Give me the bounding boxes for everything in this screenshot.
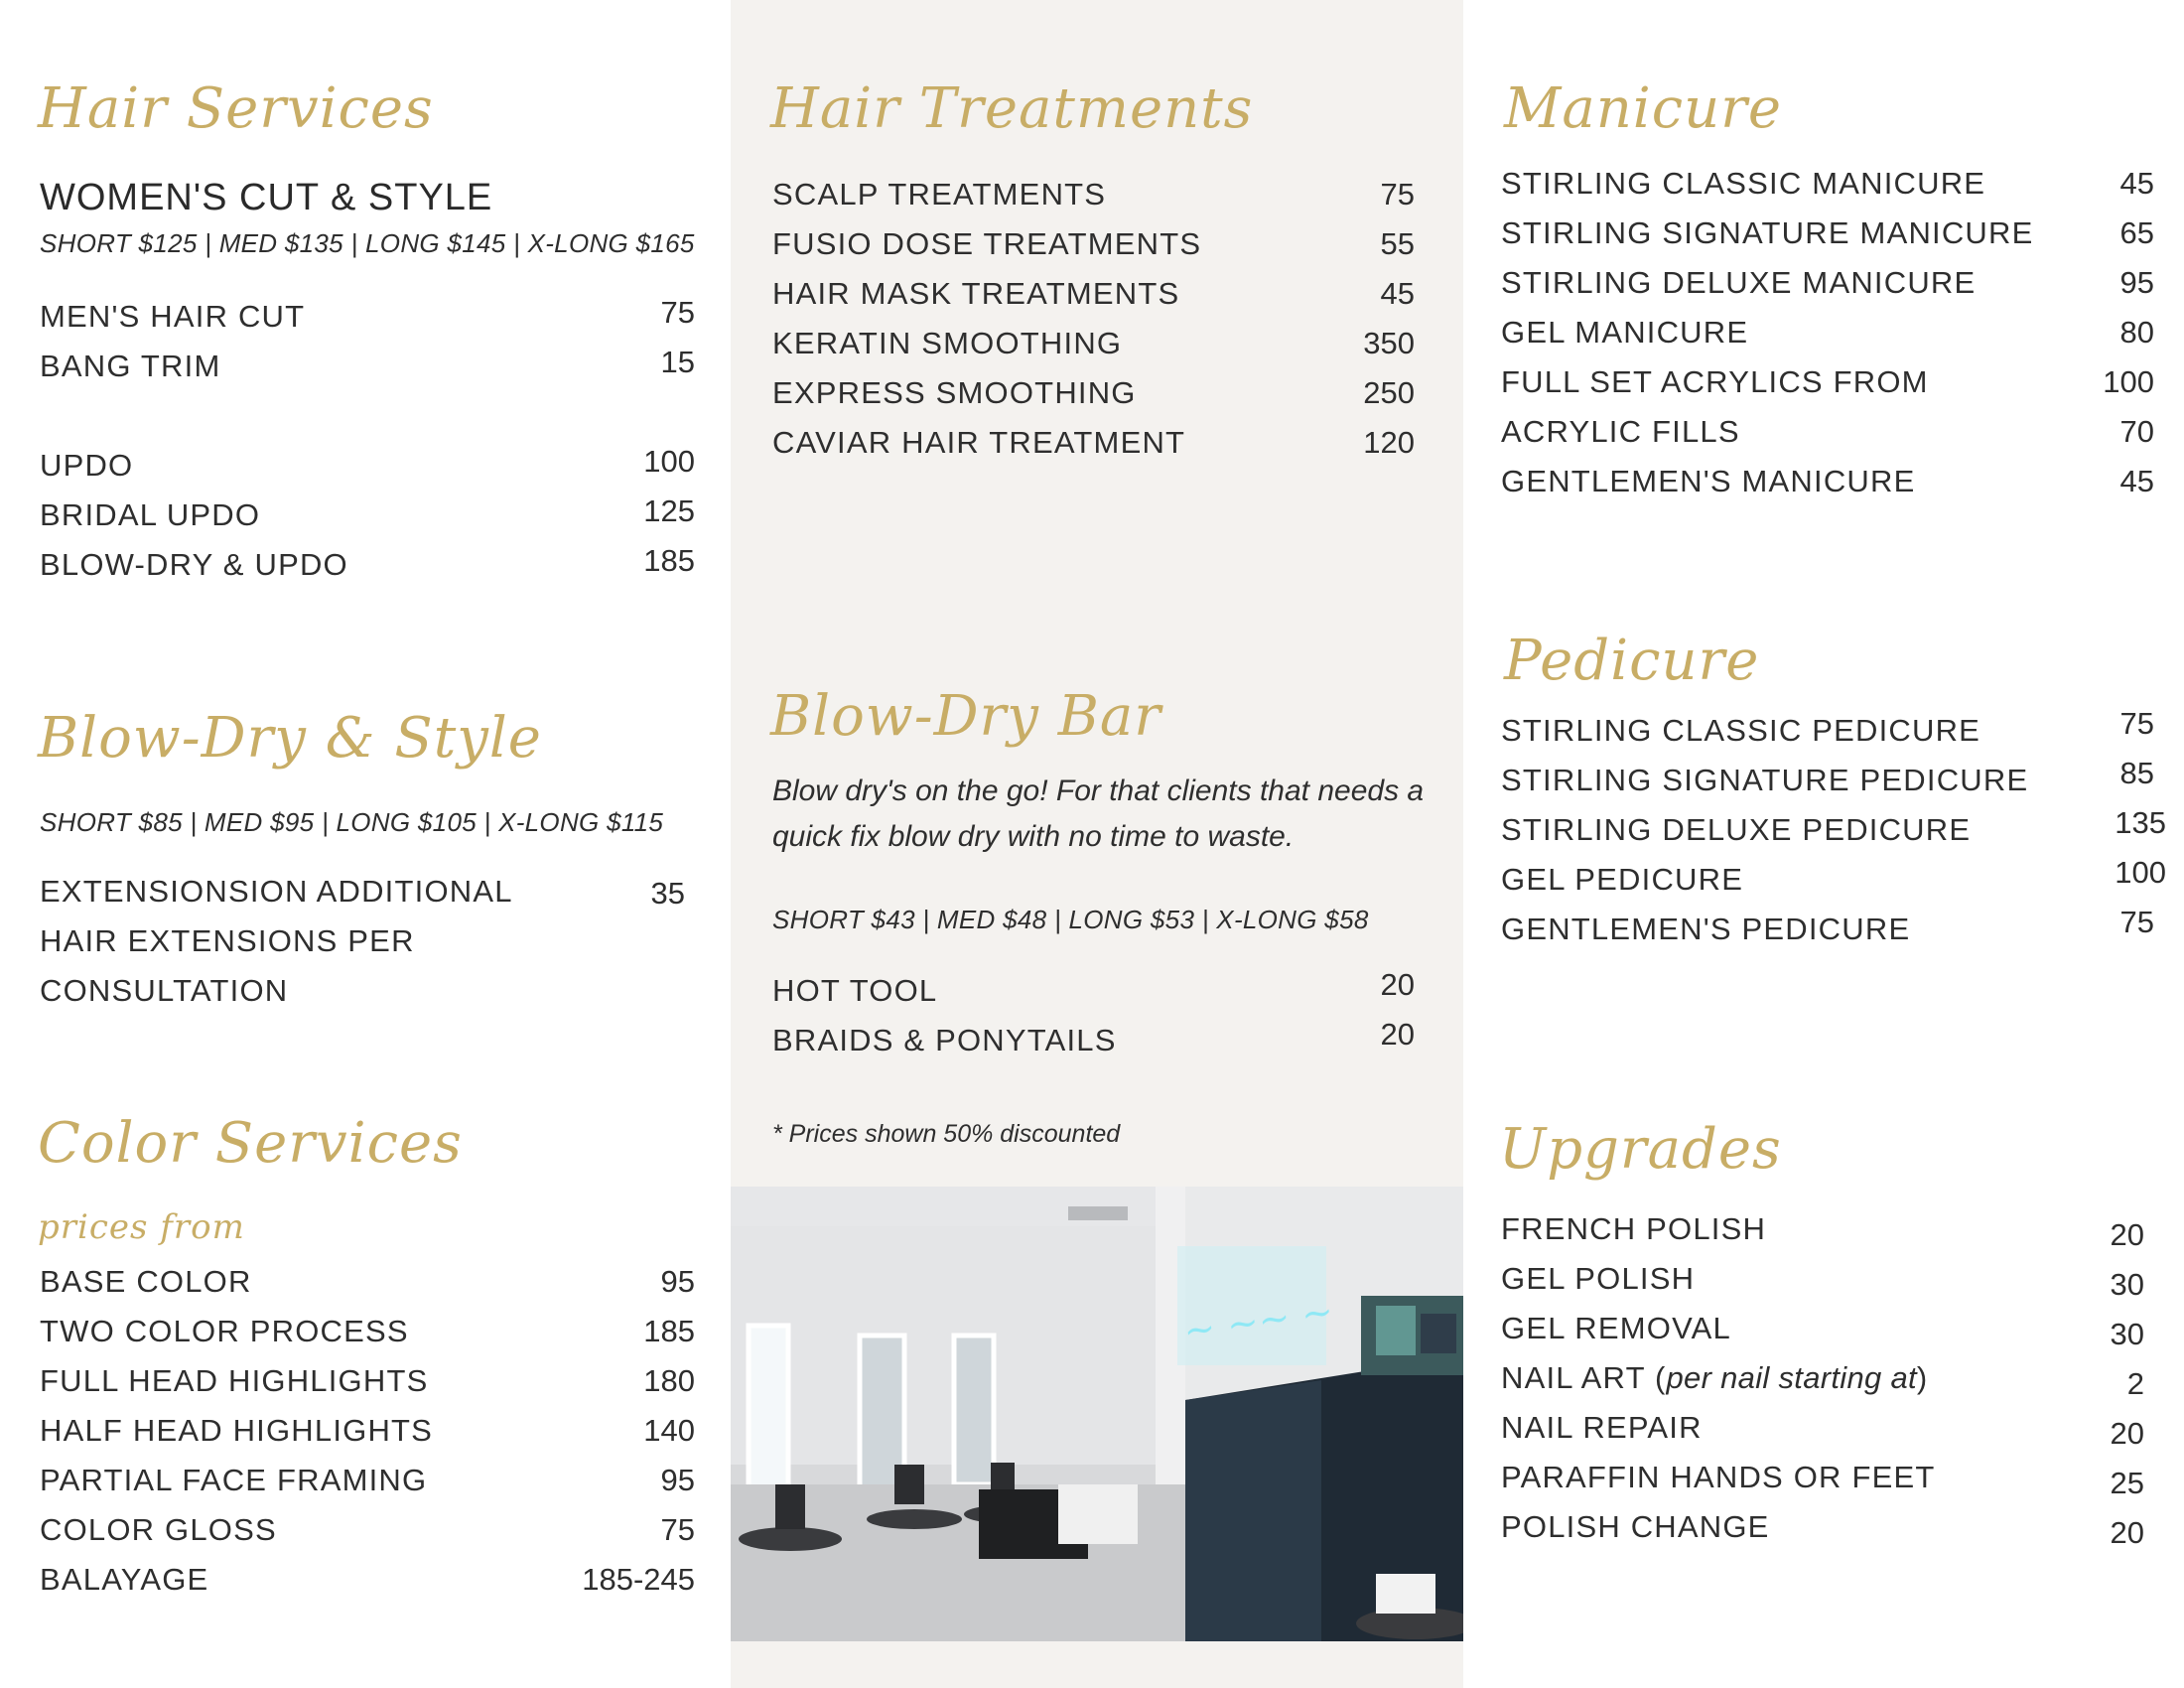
blow-dry-bar-item: BRAIDS & PONYTAILS [772,1023,1117,1057]
manicure-name: ACRYLIC FILLS [1501,414,1740,449]
manicure-name: GEL MANICURE [1501,315,1749,350]
manicure-price: 65 [2119,215,2154,250]
color-service-price: 180 [643,1363,695,1398]
service-price: 125 [643,493,695,528]
upgrade-price: 20 [2110,1217,2144,1252]
salon-interior-photo [731,1187,1463,1641]
pedicure-name: GEL PEDICURE [1501,862,1744,897]
color-services-heading: Color Services [38,1111,463,1176]
treatment-name: FUSIO DOSE TREATMENTS [772,226,1202,261]
color-service-name: BASE COLOR [40,1264,252,1299]
manicure-price: 95 [2119,265,2154,300]
upgrade-price: 20 [2110,1416,2144,1451]
upgrade-name: POLISH CHANGE [1501,1509,1770,1544]
blow-dry-bar-item: HOT TOOL [772,973,938,1008]
blow-dry-bar-heading: Blow-Dry Bar [770,684,1162,749]
color-service-price: 95 [660,1264,695,1299]
color-service-price: 185 [643,1314,695,1348]
pedicure-price: 75 [2119,905,2154,939]
treatment-name: EXPRESS SMOOTHING [772,375,1137,410]
hair-treatments-heading: Hair Treatments [770,76,1254,141]
treatment-name: HAIR MASK TREATMENTS [772,276,1180,311]
color-service-name: FULL HEAD HIGHLIGHTS [40,1363,429,1398]
color-service-price: 185-245 [582,1562,695,1597]
blow-dry-bar-description: Blow dry's on the go! For that clients that needs a quick fix blow dry with no time to waste. [772,774,1425,853]
extension-price: 35 [650,876,685,911]
color-service-name: PARTIAL FACE FRAMING [40,1463,428,1497]
service-name: UPDO [40,448,134,483]
treatment-price: 250 [1363,375,1415,410]
prices-from-subheading: prices from [38,1207,245,1247]
treatment-name: SCALP TREATMENTS [772,177,1107,211]
manicure-price: 100 [2103,364,2154,399]
upgrade-name: FRENCH POLISH [1501,1211,1767,1246]
service-name: MEN'S HAIR CUT [40,299,306,334]
extension-line: EXTENSIONSION ADDITIONAL [40,874,513,909]
discount-note: * Prices shown 50% discounted [772,1120,1121,1148]
treatment-price: 120 [1363,425,1415,460]
upgrades-heading: Upgrades [1499,1117,1782,1182]
womens-cut-prices: SHORT $125 | MED $135 | LONG $145 | X-LONG $165 [40,228,695,258]
nail-art-italic: per nail starting at [1666,1360,1917,1395]
hair-services-heading: Hair Services [38,76,434,141]
service-price: 75 [660,295,695,330]
manicure-name: STIRLING CLASSIC MANICURE [1501,166,1986,201]
color-service-price: 75 [660,1512,695,1547]
treatment-name: KERATIN SMOOTHING [772,326,1123,360]
salon-photo-illustration [731,1187,1463,1641]
upgrade-price: 30 [2110,1317,2144,1351]
manicure-name: STIRLING DELUXE MANICURE [1501,265,1977,300]
pedicure-price: 100 [2115,855,2166,890]
pedicure-name: STIRLING CLASSIC PEDICURE [1501,713,1981,748]
upgrade-name: GEL REMOVAL [1501,1311,1731,1345]
upgrade-name: PARAFFIN HANDS OR FEET [1501,1460,1936,1494]
manicure-price: 45 [2119,464,2154,498]
womens-cut-title: WOMEN'S CUT & STYLE [40,177,493,218]
upgrade-name-nail-art [1501,1362,1928,1393]
nail-art-close: ) [1916,1360,1929,1395]
pedicure-price: 135 [2115,805,2166,840]
extension-line: HAIR EXTENSIONS PER [40,923,415,958]
service-name: BLOW-DRY & UPDO [40,547,348,582]
pedicure-name: GENTLEMEN'S PEDICURE [1501,912,1911,946]
service-price: 15 [660,345,695,379]
treatment-price: 45 [1380,276,1415,311]
color-service-name: BALAYAGE [40,1562,209,1597]
manicure-price: 80 [2119,315,2154,350]
manicure-heading: Manicure [1504,76,1783,141]
blow-dry-bar-price: 20 [1380,1017,1415,1052]
manicure-price: 45 [2119,166,2154,201]
service-price: 185 [643,543,695,578]
upgrade-price: 20 [2110,1515,2144,1550]
blow-dry-style-heading: Blow-Dry & Style [38,706,542,771]
upgrade-price: 25 [2110,1466,2144,1500]
service-price: 100 [643,444,695,479]
blow-dry-style-prices: SHORT $85 | MED $95 | LONG $105 | X-LONG $115 [40,807,664,837]
service-name: BRIDAL UPDO [40,497,261,532]
manicure-name: FULL SET ACRYLICS FROM [1501,364,1929,399]
color-service-name: HALF HEAD HIGHLIGHTS [40,1413,434,1448]
upgrade-name: NAIL REPAIR [1501,1410,1703,1445]
color-service-name: TWO COLOR PROCESS [40,1314,409,1348]
manicure-name: STIRLING SIGNATURE MANICURE [1501,215,2034,250]
blow-dry-bar-prices: SHORT $43 | MED $48 | LONG $53 | X-LONG $58 [772,905,1369,934]
pedicure-price: 75 [2119,706,2154,741]
nail-art-label: NAIL ART ( [1501,1360,1667,1395]
treatment-price: 75 [1380,177,1415,211]
extension-line: CONSULTATION [40,973,289,1008]
upgrade-price: 2 [2126,1366,2144,1401]
pedicure-price: 85 [2119,756,2154,790]
pedicure-name: STIRLING SIGNATURE PEDICURE [1501,763,2029,797]
color-service-name: COLOR GLOSS [40,1512,277,1547]
treatment-price: 350 [1363,326,1415,360]
svg-text:~ ~~ ~: ~ ~~ ~ [1180,1289,1336,1353]
blow-dry-bar-price: 20 [1380,967,1415,1002]
service-name: BANG TRIM [40,349,221,383]
pedicure-heading: Pedicure [1504,629,1760,693]
treatment-name: CAVIAR HAIR TREATMENT [772,425,1186,460]
color-service-price: 140 [643,1413,695,1448]
color-service-price: 95 [660,1463,695,1497]
treatment-price: 55 [1380,226,1415,261]
manicure-name: GENTLEMEN'S MANICURE [1501,464,1916,498]
manicure-price: 70 [2119,414,2154,449]
upgrade-name: GEL POLISH [1501,1261,1696,1296]
pedicure-name: STIRLING DELUXE PEDICURE [1501,812,1972,847]
upgrade-price: 30 [2110,1267,2144,1302]
